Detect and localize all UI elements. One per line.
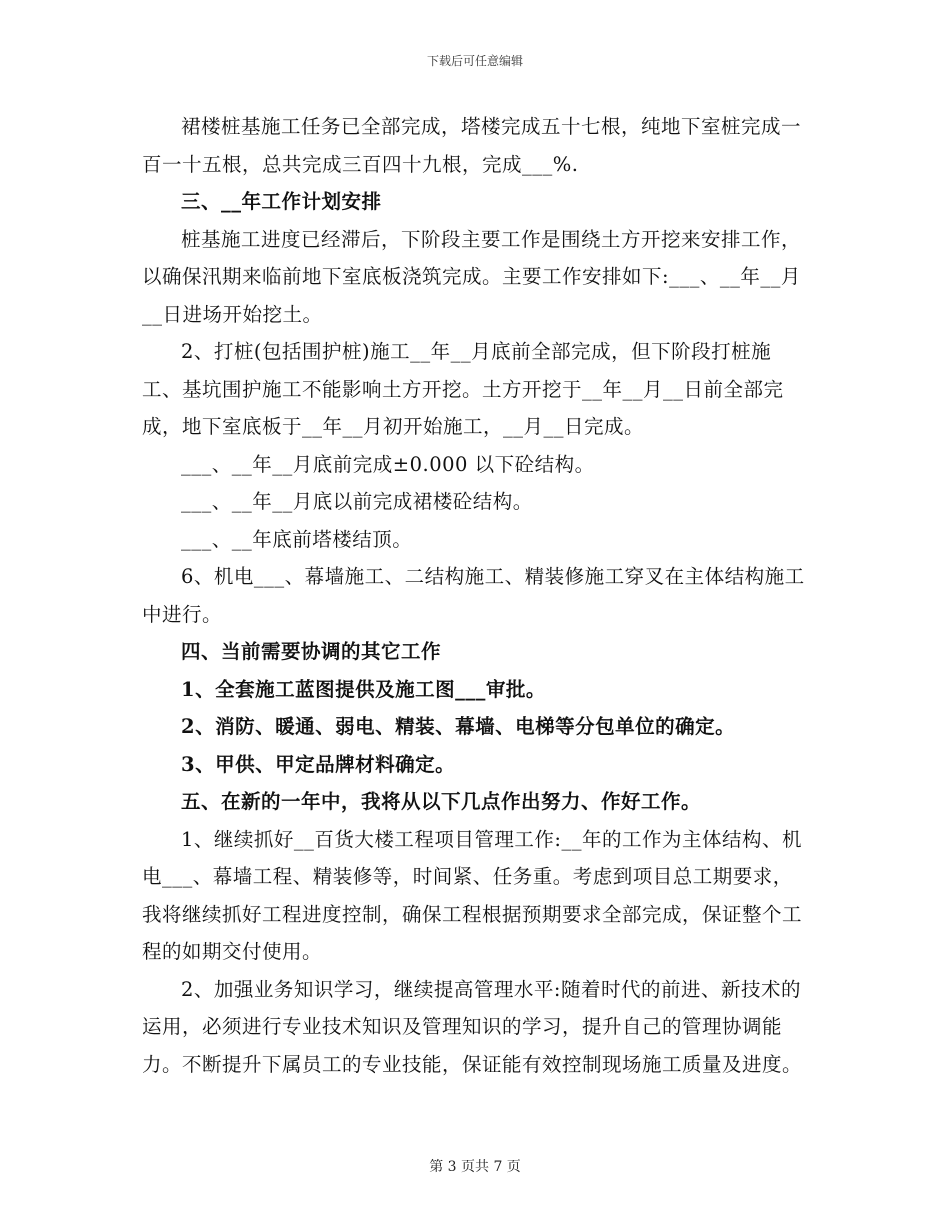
- paragraph-4: ___、__年__月底前完成±0.000 以下砼结构。: [181, 452, 595, 476]
- section-heading-3: 三、__年工作计划安排: [181, 190, 382, 213]
- page-header: 下载后可任意编辑: [426, 54, 523, 68]
- section-heading-5: 五、在新的一年中，我将从以下几点作出努力、作好工作。: [181, 790, 702, 813]
- coordination-item-2: 2、消防、暖通、弱电、精装、幕墙、电梯等分包单位的确定。: [181, 715, 736, 738]
- document-body: [142, 108, 810, 1083]
- paragraph-2: 桩基施工进度已经滞后，下阶段主要工作是围绕土方开挖来安排工作，以确保汛期来临前地下室底板浇筑完成。主要工作安排如下:___、__年__月__日进场开始挖土。: [142, 227, 802, 326]
- page-footer: 第 3 页共 7 页: [429, 1159, 521, 1175]
- paragraph-7: 6、机电___、幕墙施工、二结构施工、精装修施工穿叉在主体结构施工中进行。: [142, 565, 805, 626]
- paragraph-3: 2、打桩(包括围护桩)施工__年__月底前全部完成，但下阶段打桩施工、基坑围护施工不能影响土方开挖。土方开挖于__年__月__日前全部完成，地下室底板于__年__月初开始施工，__月__日完成。: [142, 340, 784, 438]
- paragraph-9: 2、加强业务知识学习，继续提高管理水平:随着时代的前进、新技术的运用，必须进行专业技术知识及管理知识的学习，提升自己的管理协调能力。不断提升下属员工的专业技能，保证能有效控制现场施工质量及进度。: [142, 977, 803, 1076]
- coordination-item-3: 3、甲供、甲定品牌材料确定。: [181, 752, 456, 776]
- paragraph-8: 1、继续抓好__百货大楼工程项目管理工作:__年的工作为主体结构、机电___、幕墙工程、精装修等，时间紧、任务重。考虑到项目总工期要求，我将继续抓好工程进度控制，确保工程根据预期要求全部完成，保证整个工程的如期交付使用。: [142, 827, 803, 963]
- coordination-item-1: 1、全套施工蓝图提供及施工图___审批。: [181, 677, 546, 701]
- paragraph-6: ___、__年底前塔楼结顶。: [181, 527, 413, 551]
- section-heading-4: 四、当前需要协调的其它工作: [181, 640, 442, 663]
- paragraph-5: ___、__年__月底以前完成裙楼砼结构。: [181, 490, 533, 513]
- paragraph-1: 裙楼桩基施工任务已全部完成，塔楼完成五十七根，纯地下室桩完成一百一十五根，总共完成三百四十九根，完成___%.: [142, 115, 802, 176]
